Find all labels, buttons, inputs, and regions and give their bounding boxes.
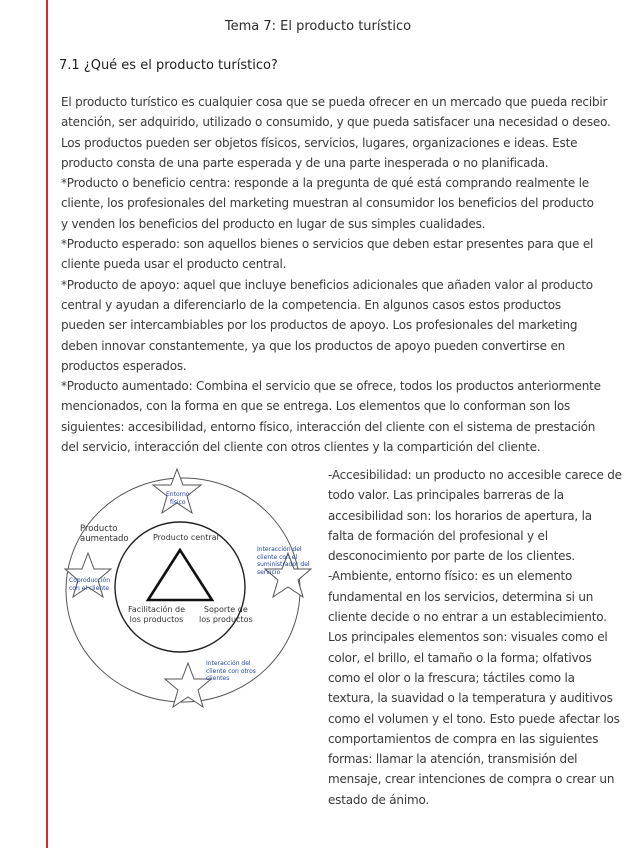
central-label: Producto central <box>153 533 219 542</box>
page-title: Tema 7: El producto turístico <box>224 19 412 34</box>
text-line: del servicio, interacción del cliente con otros clientes y la compartición del cliente. <box>61 440 541 455</box>
text-line: desconocimiento por parte de los clientes. <box>328 549 576 564</box>
text-line: estado de ánimo. <box>328 792 430 807</box>
text-line: central y ayudan a diferenciarlo de la competencia. En algunos casos estos productos <box>61 297 561 312</box>
text-line: textura, la suavidad o la temperatura y auditivos <box>328 691 613 706</box>
text-line: deben innovar constantemente, ya que los productos de apoyo pueden convertirse en <box>61 338 566 353</box>
core-triangle <box>148 550 212 600</box>
text-line: atención, ser adquirido, utilizado o consumido, y que pueda satisfacer una necesidad o deseo. <box>61 115 611 130</box>
text-line: cliente, los profesionales del marketing muestran al consumidor los beneficios del producto <box>61 196 594 211</box>
text-line: todo valor. Las principales barreras de la <box>328 488 564 503</box>
text-line: formas: llamar la atención, transmisión del <box>328 752 578 767</box>
text-line: *Producto aumentado: Combina el servicio que se ofrece, todos los productos anteriormente <box>61 379 601 394</box>
text-line: *Producto esperado: son aquellos bienes o servicios que deben estar presentes para que el <box>61 237 594 252</box>
text-line: -Ambiente, entorno físico: es un elemento <box>328 569 573 584</box>
star-bottom-label: Interacción del cliente con otros clientes <box>206 660 256 682</box>
text-line: y venden los beneficios del producto en lugar de sus simples cualidades. <box>61 216 486 231</box>
section-heading: 7.1 ¿Qué es el producto turístico? <box>59 58 278 73</box>
text-line: -Accesibilidad: un producto no accesible carece de <box>328 468 622 482</box>
text-line: Los productos pueden ser objetos físicos, servicios, lugares, organizaciones e ideas. Este <box>61 135 578 150</box>
star-left-label: Coproducción con el cliente <box>69 577 111 592</box>
bottom-left-label: Facilitación de los productos <box>128 605 186 624</box>
text-line: mencionados, con la forma en que se entrega. Los elementos que lo conforman son los <box>61 399 571 414</box>
text-line: El producto turístico es cualquier cosa que se pueda ofrecer en un mercado que pueda recibir <box>61 95 608 109</box>
text-line: comportamientos de compra en las siguientes <box>328 731 599 746</box>
text-line: Los principales elementos son: visuales como el <box>328 630 608 645</box>
bottom-right-label: Soporte de los productos <box>199 605 253 624</box>
augmented-product-diagram <box>60 465 325 710</box>
text-line: cliente decide o no entrar a un establecimiento. <box>328 610 607 625</box>
text-line: mensaje, crear intenciones de compra o crear un <box>328 772 615 787</box>
text-line: cliente pueda usar el producto central. <box>61 257 287 272</box>
body-paragraph <box>61 92 613 457</box>
outer-label: Producto aumentado <box>80 524 129 544</box>
text-line: color, el brillo, el tamaño o la forma; olfativos <box>328 650 592 665</box>
text-line: como el olor o la frescura; táctiles como la <box>328 670 575 685</box>
text-line: fundamental en los servicios, determina si un <box>328 589 594 604</box>
text-line: producto consta de una parte esperada y de una parte inesperada o no planificada. <box>61 155 549 170</box>
star-top-label: Entorno físico <box>166 491 190 506</box>
text-line: *Producto o beneficio centra: responde a la pregunta de qué está comprando realmente le <box>61 176 589 191</box>
text-line: siguientes: accesibilidad, entorno físico, interacción del cliente con el sistema de prestación <box>61 419 596 434</box>
text-line: falta de formación del profesional y el <box>328 528 548 543</box>
side-paragraph <box>328 465 626 810</box>
text-line: *Producto de apoyo: aquel que incluye beneficios adicionales que añaden valor al producto <box>61 277 593 292</box>
text-line: como el volumen y el tono. Esto puede afectar los <box>328 711 620 726</box>
text-line: pueden ser intercambiables por los productos de apoyo. Los profesionales del marketing <box>61 318 578 333</box>
text-line: productos esperados. <box>61 358 187 373</box>
star-right-label: Interacción del cliente con el suministrador del servicio <box>257 546 310 576</box>
text-line: accesibilidad son: los horarios de apertura, la <box>328 508 592 523</box>
page-margin-line <box>46 0 48 848</box>
